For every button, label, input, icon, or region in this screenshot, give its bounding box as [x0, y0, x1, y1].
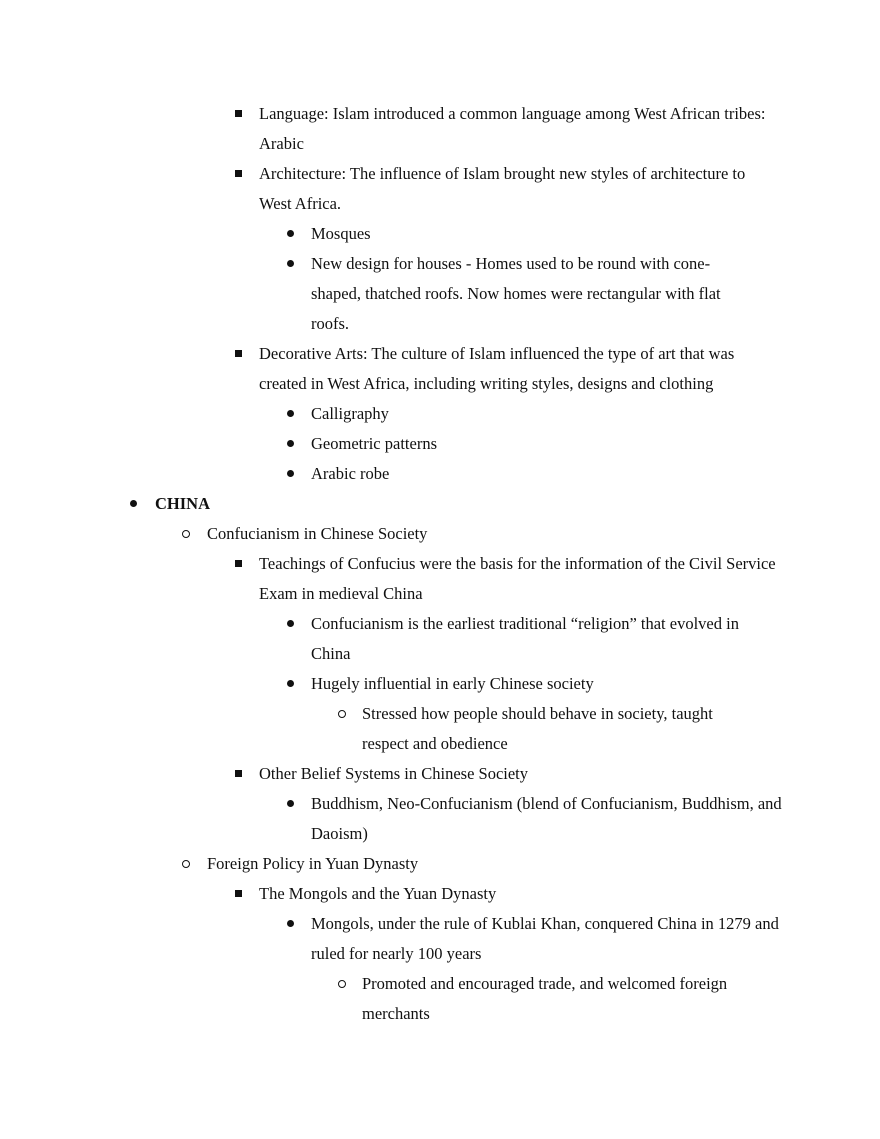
list-item-confucianism	[0, 519, 880, 549]
list-item-kublai-khan	[0, 909, 880, 969]
list-item-text: Teachings of Confucius were the basis for the information of the Civil Service Exam in medieval China	[259, 554, 776, 603]
disc-bullet-icon	[280, 249, 300, 279]
circle-bullet-icon	[332, 969, 352, 999]
list-item-buddhism	[0, 789, 880, 849]
list-item-text: Architecture: The influence of Islam brought new styles of architecture to West Africa.	[259, 164, 746, 213]
section-heading-text: CHINA	[155, 494, 211, 513]
square-bullet-icon	[228, 159, 248, 189]
list-item-text: Buddhism, Neo-Confucianism (blend of Confucianism, Buddhism, and Daoism)	[311, 794, 782, 843]
square-bullet-icon	[228, 99, 248, 129]
list-item-teachings	[0, 549, 880, 609]
disc-bullet-icon	[280, 909, 300, 939]
list-item-calligraphy	[0, 399, 880, 429]
list-item-text: Mosques	[311, 224, 371, 243]
list-item-mongols-yuan	[0, 879, 880, 909]
list-item-text: Arabic robe	[311, 464, 390, 483]
list-item-geometric-patterns	[0, 429, 880, 459]
square-bullet-icon	[228, 759, 248, 789]
list-item-mosques	[0, 219, 880, 249]
circle-bullet-icon	[176, 519, 196, 549]
list-item-hugely-influential	[0, 669, 880, 699]
list-item-text: Foreign Policy in Yuan Dynasty	[207, 854, 419, 873]
circle-bullet-icon	[332, 699, 352, 729]
disc-bullet-icon	[123, 489, 143, 519]
list-item-text: Confucianism in Chinese Society	[207, 524, 428, 543]
disc-bullet-icon	[280, 399, 300, 429]
list-item-text: Confucianism is the earliest traditional “religion” that evolved in China	[311, 614, 739, 663]
list-item-text: Promoted and encouraged trade, and welcomed foreign merchants	[362, 974, 728, 1023]
list-item-text: The Mongols and the Yuan Dynasty	[259, 884, 497, 903]
list-item-promoted-trade	[0, 969, 880, 1029]
list-item-text: Decorative Arts: The culture of Islam influenced the type of art that was created in West Africa, including writing styles, designs and clothing	[259, 344, 735, 393]
disc-bullet-icon	[280, 609, 300, 639]
disc-bullet-icon	[280, 219, 300, 249]
list-item-decorative-arts	[0, 339, 880, 399]
list-item-house-design	[0, 249, 880, 339]
list-item-text: Mongols, under the rule of Kublai Khan, conquered China in 1279 and ruled for nearly 100 years	[311, 914, 779, 963]
list-item-text: Geometric patterns	[311, 434, 437, 453]
list-item-other-beliefs	[0, 759, 880, 789]
square-bullet-icon	[228, 339, 248, 369]
list-item-text: Language: Islam introduced a common language among West African tribes: Arabic	[259, 104, 766, 153]
list-item-text: Hugely influential in early Chinese society	[311, 674, 594, 693]
list-item-arabic-robe	[0, 459, 880, 489]
list-item-text: New design for houses - Homes used to be round with cone-shaped, thatched roofs. Now homes were rectangular with flat roofs.	[311, 254, 721, 333]
square-bullet-icon	[228, 549, 248, 579]
list-item-foreign-policy	[0, 849, 880, 879]
list-item-text: Other Belief Systems in Chinese Society	[259, 764, 529, 783]
list-item-architecture	[0, 159, 880, 219]
list-item-text: Calligraphy	[311, 404, 389, 423]
circle-bullet-icon	[176, 849, 196, 879]
document-page	[0, 99, 880, 1029]
disc-bullet-icon	[280, 459, 300, 489]
list-item-text: Stressed how people should behave in society, taught respect and obedience	[362, 704, 713, 753]
list-item-language	[0, 99, 880, 159]
disc-bullet-icon	[280, 429, 300, 459]
section-heading-china	[0, 489, 880, 519]
list-item-earliest-religion	[0, 609, 880, 669]
square-bullet-icon	[228, 879, 248, 909]
disc-bullet-icon	[280, 789, 300, 819]
list-item-stressed-behavior	[0, 699, 880, 759]
disc-bullet-icon	[280, 669, 300, 699]
